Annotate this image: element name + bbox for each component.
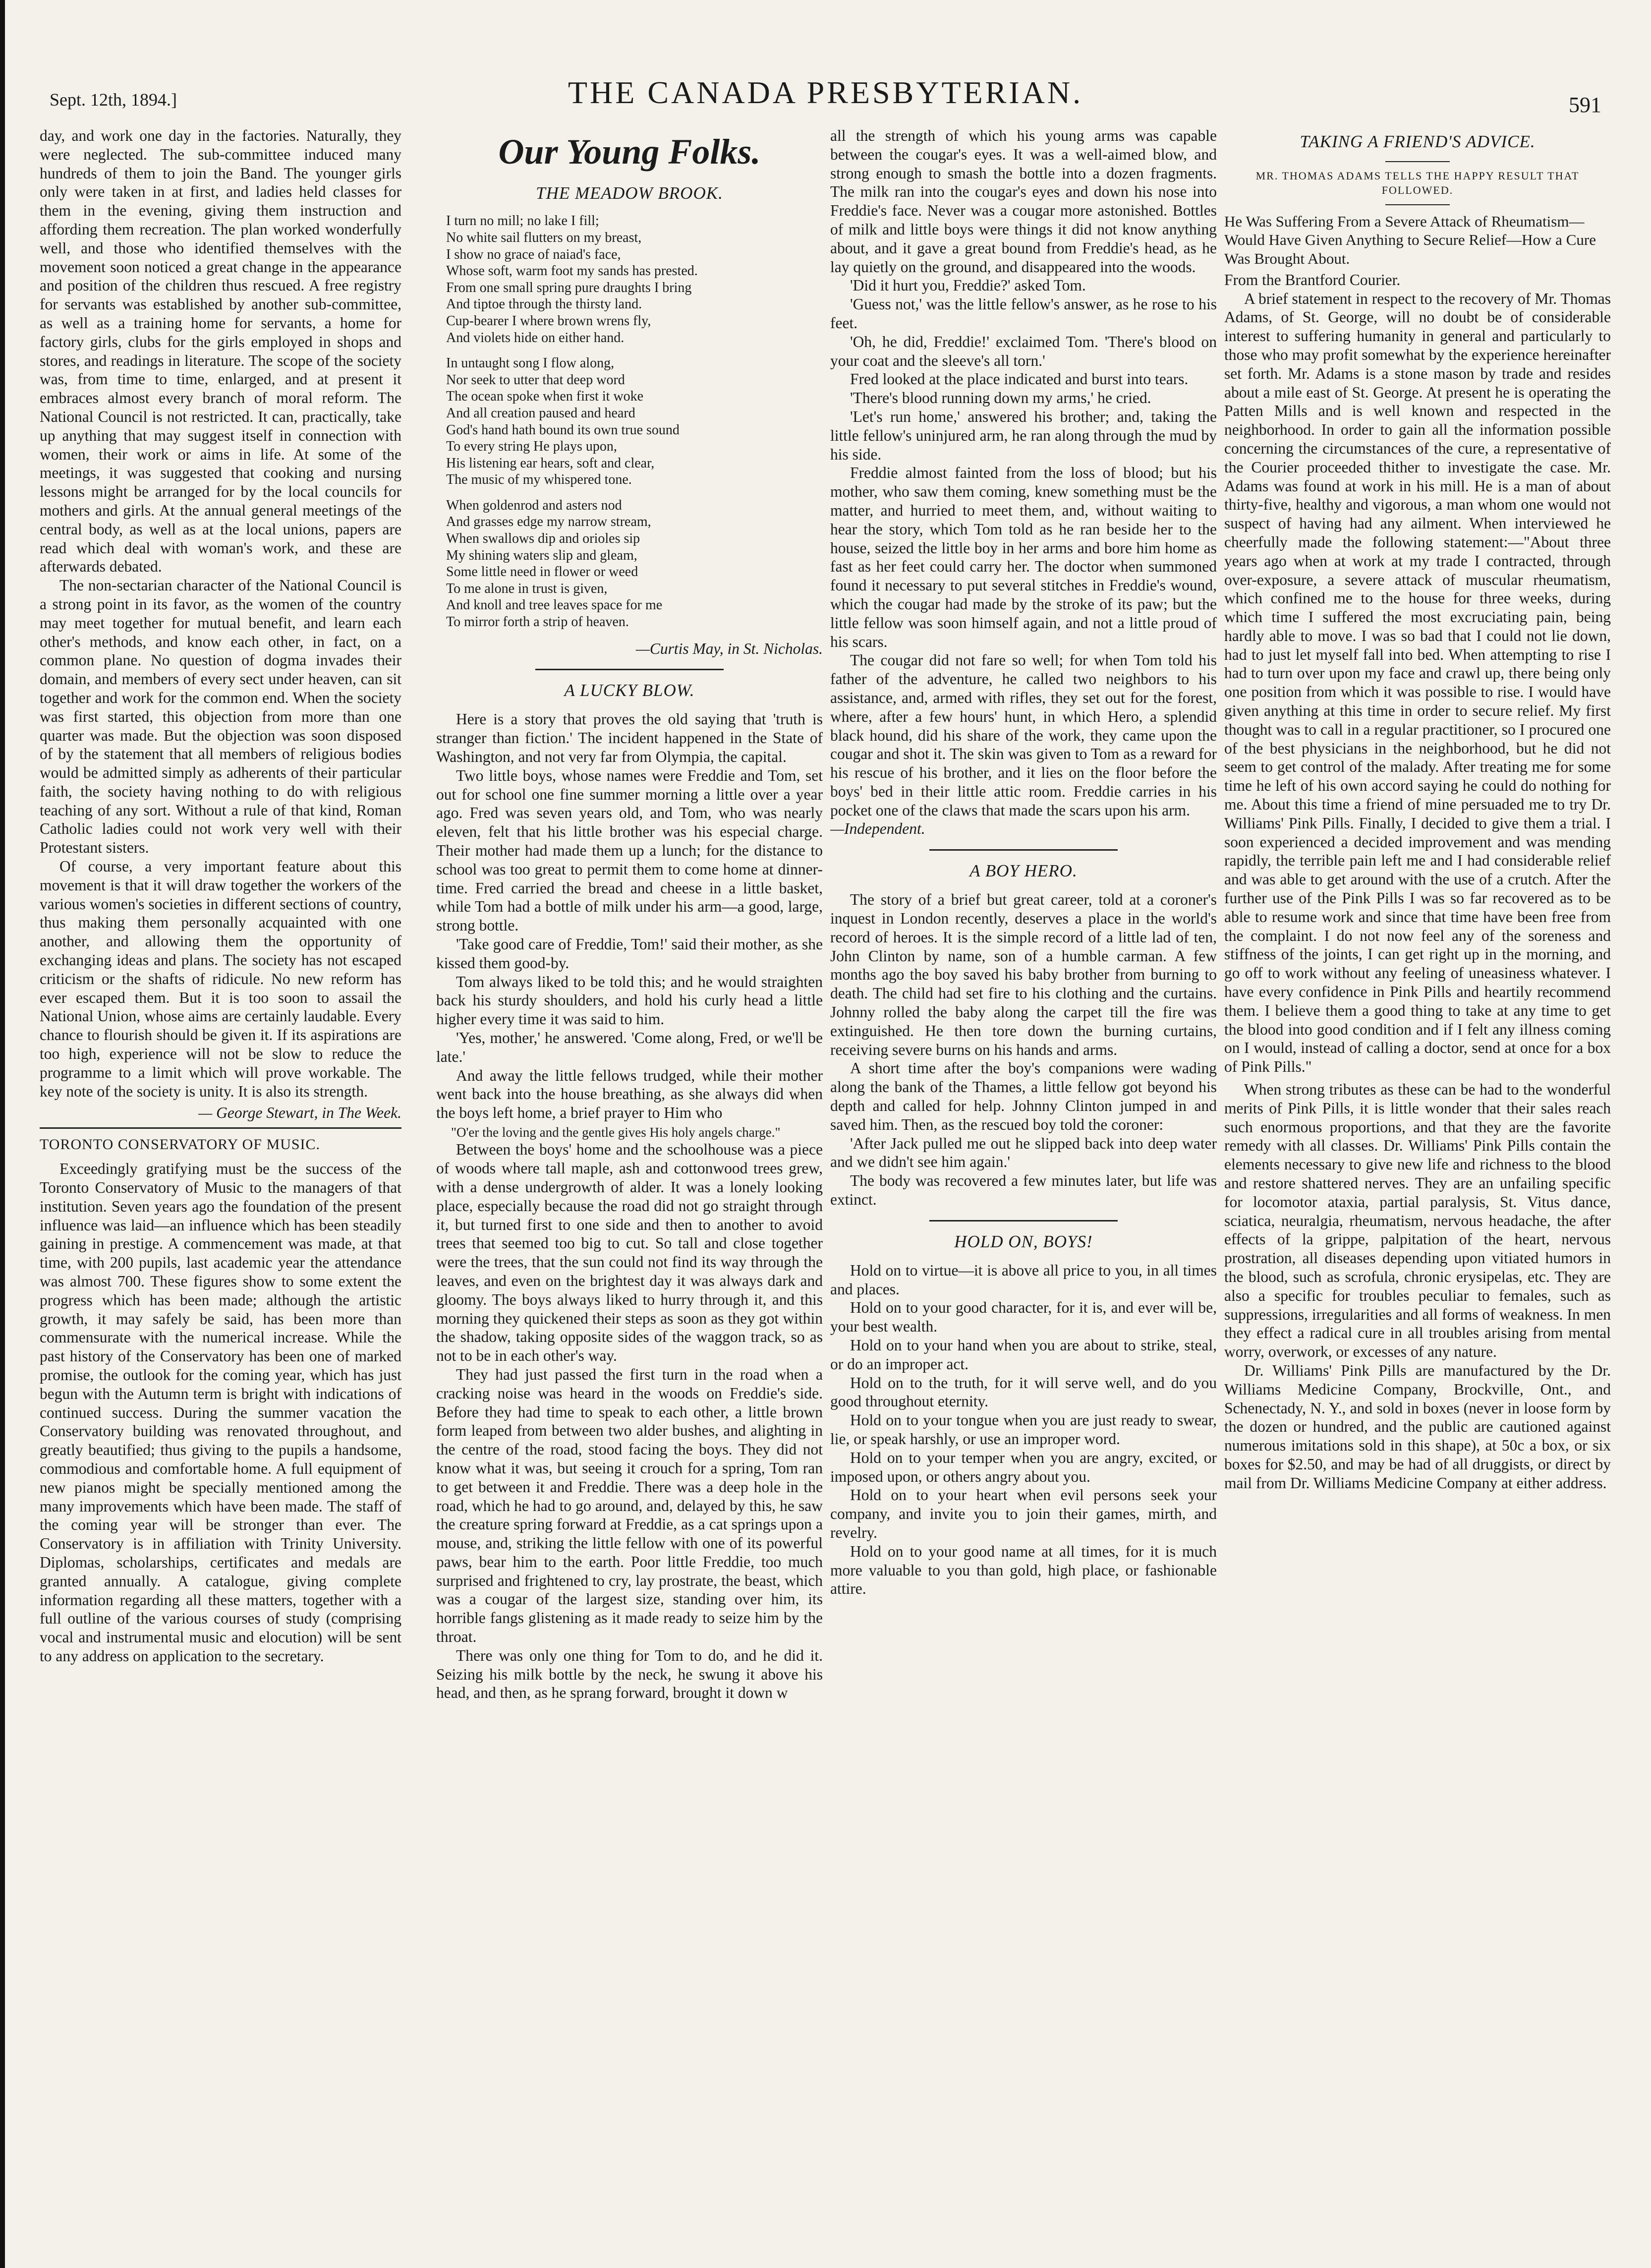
poem-line: My shining waters slip and gleam, xyxy=(446,547,637,563)
story-paragraph: 'Yes, mother,' he answered. 'Come along, Fred, or we'll be late.' xyxy=(436,1029,823,1065)
poem-line: From one small spring pure draughts I bring xyxy=(446,280,692,295)
story-paragraph: Fred looked at the place indicated and burst into tears. xyxy=(850,370,1189,388)
poem-line: And all creation paused and heard xyxy=(446,405,635,421)
story-paragraph: Tom always liked to be told this; and he would straighten back his sturdy shoulders, and hold his curly head a little higher every time it was said to him. xyxy=(436,973,823,1028)
story-source: —Independent. xyxy=(830,820,925,838)
divider xyxy=(1385,204,1450,205)
poem-attribution: —Curtis May, in St. Nicholas. xyxy=(635,640,823,657)
poem-line: God's hand hath bound its own true sound xyxy=(446,422,680,438)
story-paragraph: Here is a story that proves the old saying that 'truth is stranger than fiction.' The incident happened in the State of Washington, and not very far from Olympia, the capital. xyxy=(436,710,823,766)
maxim-paragraph: Hold on to your hand when you are about to strike, steal, or do an improper act. xyxy=(830,1337,1217,1373)
advice-paragraph: Dr. Williams' Pink Pills are manufactured by the Dr. Williams Medicine Company, Brockville, Ont., and Schenectady, N. Y., and sold in boxes (never in loose form by the dozen or hundred, and the public are cautioned against numerous imitations sold in this shape), at 50c a box, or six boxes for $2.50, and may be had of all druggists, or direct by mail from Dr. Williams Medicine Company at either address. xyxy=(1224,1361,1611,1492)
verse-quote: "O'er the loving and the gentle gives His holy angels charge." xyxy=(451,1124,781,1140)
poem-stanza xyxy=(446,355,823,488)
divider xyxy=(535,669,724,670)
story-paragraph: Freddie almost fainted from the loss of blood; but his mother, who saw them coming, knew something must be the matter, and hurried to meet them, and, without waiting to hear the story, which Tom told as he ran beside her to the house, seized the little boy in her arms and bore him home as fast as her feet could carry her. The doctor when summoned found it necessary to put several stitches in Freddie's wound, which the cougar had made by the stroke of its paw; but the little fellow was soon himself again, and not a little proud of his scars. xyxy=(830,464,1217,650)
poem-line: Whose soft, warm foot my sands has prested. xyxy=(446,263,698,279)
section-title: Our Young Folks. xyxy=(498,132,761,172)
poem-line: To every string He plays upon, xyxy=(446,439,617,455)
story-paragraph: Two little boys, whose names were Freddie and Tom, set out for school one fine summer morning a little over a year ago. Fred was seven years old, and Tom, who was nearly eleven, felt that his little brother was his especial charge. Their mother had made them up a lunch; for the distance to school was too great to permit them to come home at dinner-time. Fred carried the bread and cheese in a little basket, while Tom had a bottle of milk under his arm—a good, large, strong bottle. xyxy=(436,766,823,934)
poem-line: I show no grace of naiad's face, xyxy=(446,246,621,262)
poem-line: And violets hide on either hand. xyxy=(446,330,625,346)
maxim-paragraph: Hold on to your good name at all times, for it is much more valuable to you than gold, high place, or fashionable attire. xyxy=(830,1542,1217,1598)
poem-line: The music of my whispered tone. xyxy=(446,472,632,488)
maxim-paragraph: Hold on to your temper when you are angry, excited, or imposed upon, or others angry about you. xyxy=(830,1449,1217,1485)
article-signature: — George Stewart, in The Week. xyxy=(198,1104,401,1122)
divider xyxy=(929,1220,1118,1221)
article-paragraph: day, and work one day in the factories. Naturally, they were neglected. The sub-committee induced many hundreds of them to join the Band. The younger girls only were taken in at first, and ladies held classes for them in the evening, giving them instruction and affording them recreation. The plan worked wonderfully well, and those who identified themselves with the movement soon noticed a great change in the appearance and position of the children thus rescued. A free registry for servants was established by another sub-committee, as well as a training home for servants, a home for factory girls, clubs for the girls employed in shops and stores, and readings in literature. The scope of the society was, from time to time, enlarged, and at present it embraces almost every branch of moral reform. The National Council is not restricted. It can, practically, take up anything that may suggest itself in connection with women, their work or aims in life. At some of the meetings, it was suggested that cooking and nursing lessons might be arranged for by the local councils for mothers and girls. At the annual general meetings of the central body, as well as at the local unions, papers are read which deal with woman's work, and these are afterwards debated. xyxy=(40,127,401,576)
column-1 xyxy=(40,126,401,2258)
story-paragraph: Between the boys' home and the schoolhouse was a piece of woods where tall maple, ash and cottonwood trees grew, with a dense undergrowth of alder. It was a lonely looking place, especially because the road did not go straight through it, but turned first to one side and then to another to avoid trees that seemed too big to cut. So tall and close together were the trees, that the sun could not find its way through the leaves, and even on the brightest day it was always dark and gloomy. The boys always liked to hurry through it, and this morning they quickened their steps as soon as they got within the shadow, taking opposite sides of the waggon track, so as not to be in each other's way. xyxy=(436,1141,823,1365)
divider xyxy=(40,1127,401,1129)
poem-line: To mirror forth a strip of heaven. xyxy=(446,614,629,630)
advice-paragraph: When strong tributes as these can be had to the wonderful merits of Pink Pills, it is little wonder that their sales reach such enormous proportions, and that they are the favorite remedy with all classes. Dr. Williams' Pink Pills contain the elements necessary to give new life and richness to the blood and restore shattered nerves. They are an unfailing specific for locomotor ataxia, partial paralysis, St. Vitus dance, sciatica, neuralgia, rheumatism, nervous headache, the after effects of la grippe, palpitation of the heart, nervous prostration, all diseases depending upon vitiated humors in the blood, such as scrofula, chronic erysipelas, etc. They are also a specific for troubles peculiar to females, such as suppressions, irregularities and all forms of weakness. In men they effect a radical cure in all troubles arising from mental worry, overwork, or excesses of any nature. xyxy=(1224,1081,1611,1361)
advice-paragraph: A brief statement in respect to the recovery of Mr. Thomas Adams, of St. George, will no doubt be of considerable interest to suffering humanity in general and particularly to those who may profit somewhat by the experience hereinafter set forth. Mr. Adams is a stone mason by trade and resides about a mile east of St. George. At present he is operating the Patten Mills and is well known and respected in the neighborhood. In order to gain all the information possible concerning the circumstances of the cure, a representative of the Courier proceeded thither to investigate the case. Mr. Adams was found at work in his mill. He is a man of about thirty-five, healthy and vigorous, a man whom one would not suspect of having had any ailment. When interviewed he cheerfully made the following statement:—"About three years ago when at work at my trade I contracted, through over-exposure, a severe attack of muscular rheumatism, which confined me to the house for three weeks, during which time I suffered the most excruciating pain, being hardly able to move. I was so bad that I could not lie down, had to just let myself fall into bed. When attempting to rise I had to turn over upon my face and crawl up, there being only one position from which it was possible to rise. I would have given anything at this time in order to secure relief. My first thought was to call in a regular practitioner, so I procured one of the best physicians in the neighborhood, but he did not seem to get control of the malady. After treating me for some time he left of his own accord saying he could do nothing for me. About this time a friend of mine persuaded me to try Dr. Williams' Pink Pills. Finally, I decided to give them a trial. I soon experienced a decided improvement and was mending rapidly, the terrible pain left me and I had considerable relief and was able to get around with the use of a crutch. After the further use of the Pink Pills I was so far recovered as to be able to resume work and since that time have been free from the complaint. I do not now feel any of the soreness and stiffness of the joints, I can get right up in the morning, and go off to work without any feeling of uneasiness whatever. I have every confidence in Pink Pills and heartily recommend them. I believe them a good thing to take at any time to get the blood into good condition and if I felt any illness coming on I would, instead of calling a doctor, send at once for a box of Pink Pills." xyxy=(1224,290,1611,1076)
maxim-paragraph: Hold on to virtue—it is above all price to you, in all times and places. xyxy=(830,1261,1217,1298)
story-paragraph: all the strength of which his young arms was capable between the cougar's eyes. It was a well-aimed blow, and strong enough to smash the bottle into a dozen fragments. The milk ran into the cougar's eyes and down his nose into Freddie's face. Never was a cougar more astonished. Bottles of milk and little boys were things it did not know anything about, and it gave a great bound from Freddie's head, as he lay quietly on the ground, and disappeared into the woods. xyxy=(830,127,1217,276)
poem-line: The ocean spoke when first it woke xyxy=(446,389,644,405)
advice-deck: He Was Suffering From a Severe Attack of Rheumatism—Would Have Given Anything to Secure Relief—How a Cure Was Brought About. xyxy=(1224,213,1596,267)
column-2 xyxy=(436,126,823,2258)
poem-line: No white sail flutters on my breast, xyxy=(446,230,642,245)
story-paragraph: 'Take good care of Freddie, Tom!' said their mother, as she kissed them good-by. xyxy=(436,935,823,972)
maxim-paragraph: Hold on to your tongue when you are just ready to swear, lie, or speak harshly, or use an improper word. xyxy=(830,1411,1217,1448)
poem xyxy=(446,213,823,630)
maxim-paragraph: Hold on to the truth, for it will serve well, and do you good throughout eternity. xyxy=(830,1374,1217,1410)
story-paragraph: 'Guess not,' was the little fellow's answer, as he rose to his feet. xyxy=(830,295,1217,332)
poem-line: And knoll and tree leaves space for me xyxy=(446,597,663,613)
story-paragraph: And away the little fellows trudged, while their mother went back into the house breathing, as she always did when the boys left home, a brief prayer to Him who xyxy=(436,1066,823,1122)
maxim-paragraph: Hold on to your heart when evil persons seek your company, and invite you to join their games, mirth, and revelry. xyxy=(830,1486,1217,1541)
poem-line: I turn no mill; no lake I fill; xyxy=(446,213,599,229)
poem-stanza xyxy=(446,497,823,631)
masthead-title: THE CANADA PRESBYTERIAN. xyxy=(568,75,1083,110)
binding-margin xyxy=(0,0,5,2268)
maxim-paragraph: Hold on to your good character, for it is, and ever will be, your best wealth. xyxy=(830,1299,1217,1336)
divider xyxy=(1385,161,1450,162)
story-paragraph: There was only one thing for Tom to do, and he did it. Seizing his milk bottle by the neck, he swung it above his head, and then, as he sprang forward, brought it down w xyxy=(436,1646,823,1702)
boy-hero-title: A BOY HERO. xyxy=(969,861,1078,881)
story-paragraph: 'Oh, he did, Freddie!' exclaimed Tom. 'There's blood on your coat and the sleeve's all torn.' xyxy=(830,333,1217,369)
poem-line: Nor seek to utter that deep word xyxy=(446,372,625,388)
quoted-testimony: 'After Jack pulled me out he slipped back into deep water and we didn't see him again.' xyxy=(830,1134,1217,1171)
poem-line: Cup-bearer I where brown wrens fly, xyxy=(446,313,651,329)
story-paragraph: 'There's blood running down my arms,' he cried. xyxy=(850,389,1151,407)
conservatory-title: TORONTO CONSERVATORY OF MUSIC. xyxy=(40,1136,321,1153)
page-number: 591 xyxy=(1569,93,1601,117)
article-paragraph: The non-sectarian character of the National Council is a strong point in its favor, as the women of the country may meet together for mutual benefit, and learn each other's methods, and know each other, in fact, on a common plane. No question of dogma invades their domain, and members of every sect under heaven, can sit together and work for the common end. When the society was first started, this objection from more than one quarter was made. But the objection was soon disposed of by the statement that all members of religious bodies would be admitted simply as adherents of their particular faith, the society having nothing to do with religious teaching of any sort. Without a rule of that kind, Roman Catholic ladies could not work very well with their Protestant sisters. xyxy=(40,577,401,857)
poem-line: When swallows dip and orioles sip xyxy=(446,531,640,547)
story-paragraph: 'Did it hurt you, Freddie?' asked Tom. xyxy=(850,277,1086,294)
story-paragraph: The body was recovered a few minutes later, but life was extinct. xyxy=(830,1172,1217,1209)
poem-line: His listening ear hears, soft and clear, xyxy=(446,455,655,471)
hold-on-title: HOLD ON, BOYS! xyxy=(954,1231,1093,1251)
advice-title: TAKING A FRIEND'S ADVICE. xyxy=(1300,132,1536,151)
divider xyxy=(929,849,1118,851)
poem-line: And grasses edge my narrow stream, xyxy=(446,514,651,530)
story-title: A LUCKY BLOW. xyxy=(564,681,695,700)
conservatory-text: Exceedingly gratifying must be the success of the Toronto Conservatory of Music to the managers of that institution. Seven years ago the foundation of the present influence was laid—an influence which has been steadily gaining in prestige. A commencement was made, at that time, with 200 pupils, last academic year the attendance was almost 700. These figures show to some extent the progress which has been made; although the artistic growth, it may safely be said, has been more than commensurate with the numerical increase. While the past history of the Conservatory has been one of marked promise, the outlook for the coming year, which has just begun with the Autumn term is bright with indications of continued success. During the summer vacation the Conservatory building was renovated throughout, and greatly beautified; thus giving to the pupils a handsome, commodious and comfortable home. A full equipment of new pianos might be specially mentioned among the many improvements which have been made. The staff of the coming year will be stronger than ever. The Conservatory is in affiliation with Trinity University. Diplomas, scholarships, certificates and medals are granted annually. A catalogue, giving complete information regarding all these matters, together with a full outline of the various courses of study (comprising vocal and instrumental music and elocution) will be sent to any address on application to the secretary. xyxy=(40,1160,401,1665)
poem-line: To me alone in trust is given, xyxy=(446,581,608,596)
poem-line: When goldenrod and asters nod xyxy=(446,497,622,513)
poem-line: In untaught song I flow along, xyxy=(446,355,615,371)
article-paragraph: Of course, a very important feature about this movement is that it will draw together the workers of the various women's societies in different sections of country, thus making them personally acquainted with one another, and allowing them the opportunity of exchanging ideas and plans. The society has not escaped criticism or the shafts of ridicule. No new reform has ever escaped them. But it is too soon to assail the National Union, whose aims are certainly laudable. Every chance to flourish should be given it. If its aspirations are too high, experience will not be slow to reduce the programme to a limit which will prove workable. The key note of the society is unity. It is also its strength. xyxy=(40,858,401,1100)
advice-subhead: MR. THOMAS ADAMS TELLS THE HAPPY RESULT THAT FOLLOWED. xyxy=(1255,170,1580,196)
page-header xyxy=(45,74,1606,124)
column-4 xyxy=(1224,126,1611,2258)
story-paragraph: 'Let's run home,' answered his brother; and, taking the little fellow's uninjured arm, he ran along through the mud by his side. xyxy=(830,407,1217,463)
column-3 xyxy=(830,126,1217,2258)
story-paragraph: The cougar did not fare so well; for when Tom told his father of the adventure, he called two neighbors to his assistance, and, armed with rifles, they set out for the forest, where, after a few hours' hunt, in which Hero, a splendid black hound, did his share of the work, they came upon the cougar and shot it. The skin was given to Tom as a reward for his rescue of his brother, and it lies on the floor before the boys' bed in their little attic room. Freddie carries in his pocket one of the claws that made the scars upon his arm. xyxy=(830,651,1217,819)
story-paragraph: A short time after the boy's companions were wading along the bank of the Thames, a little fellow got beyond his depth and called for help. Johnny Clinton jumped in and saved him. Then, as the rescued boy told the coroner: xyxy=(830,1059,1217,1133)
poem-stanza xyxy=(446,213,823,346)
poem-line: And tiptoe through the thirsty land. xyxy=(446,296,642,312)
story-paragraph: They had just passed the first turn in the road when a cracking noise was heard in the woods on Freddie's side. Before they had time to speak to each other, a little brown form leaped from between two alder bushes, and alighting in the centre of the road, stood facing the boys. They did not know what it was, but seeing it crouch for a spring, Tom ran to get between it and Freddie. There was a deep hole in the road, which he had to go around, and, delayed by this, he saw the creature spring forward at Freddie, as a cat springs upon a mouse, and, striking the little fellow with one of its powerful paws, bear him to the earth. Poor little Freddie, too much surprised and frightened to cry, lay prostrate, the beast, which was a cougar of the largest size, standing over him, its horrible fangs glistening as it made ready to seize him by the throat. xyxy=(436,1365,823,1646)
poem-line: Some little need in flower or weed xyxy=(446,564,638,580)
advice-source: From the Brantford Courier. xyxy=(1224,271,1401,289)
issue-date: Sept. 12th, 1894.] xyxy=(50,90,177,110)
story-paragraph: The story of a brief but great career, told at a coroner's inquest in London recently, deserves a place in the world's record of heroes. It is the simple record of a little lad of ten, John Clinton by name, son of a humble carman. A few months ago the boy saved his baby brother from burning to death. The child had set fire to his clothing and the curtains. Johnny rolled the baby along the carpet till the fire was extinguished. He then tore down the burning curtains, receiving severe burns on his hands and arms. xyxy=(830,891,1217,1058)
poem-title: THE MEADOW BROOK. xyxy=(536,183,723,203)
